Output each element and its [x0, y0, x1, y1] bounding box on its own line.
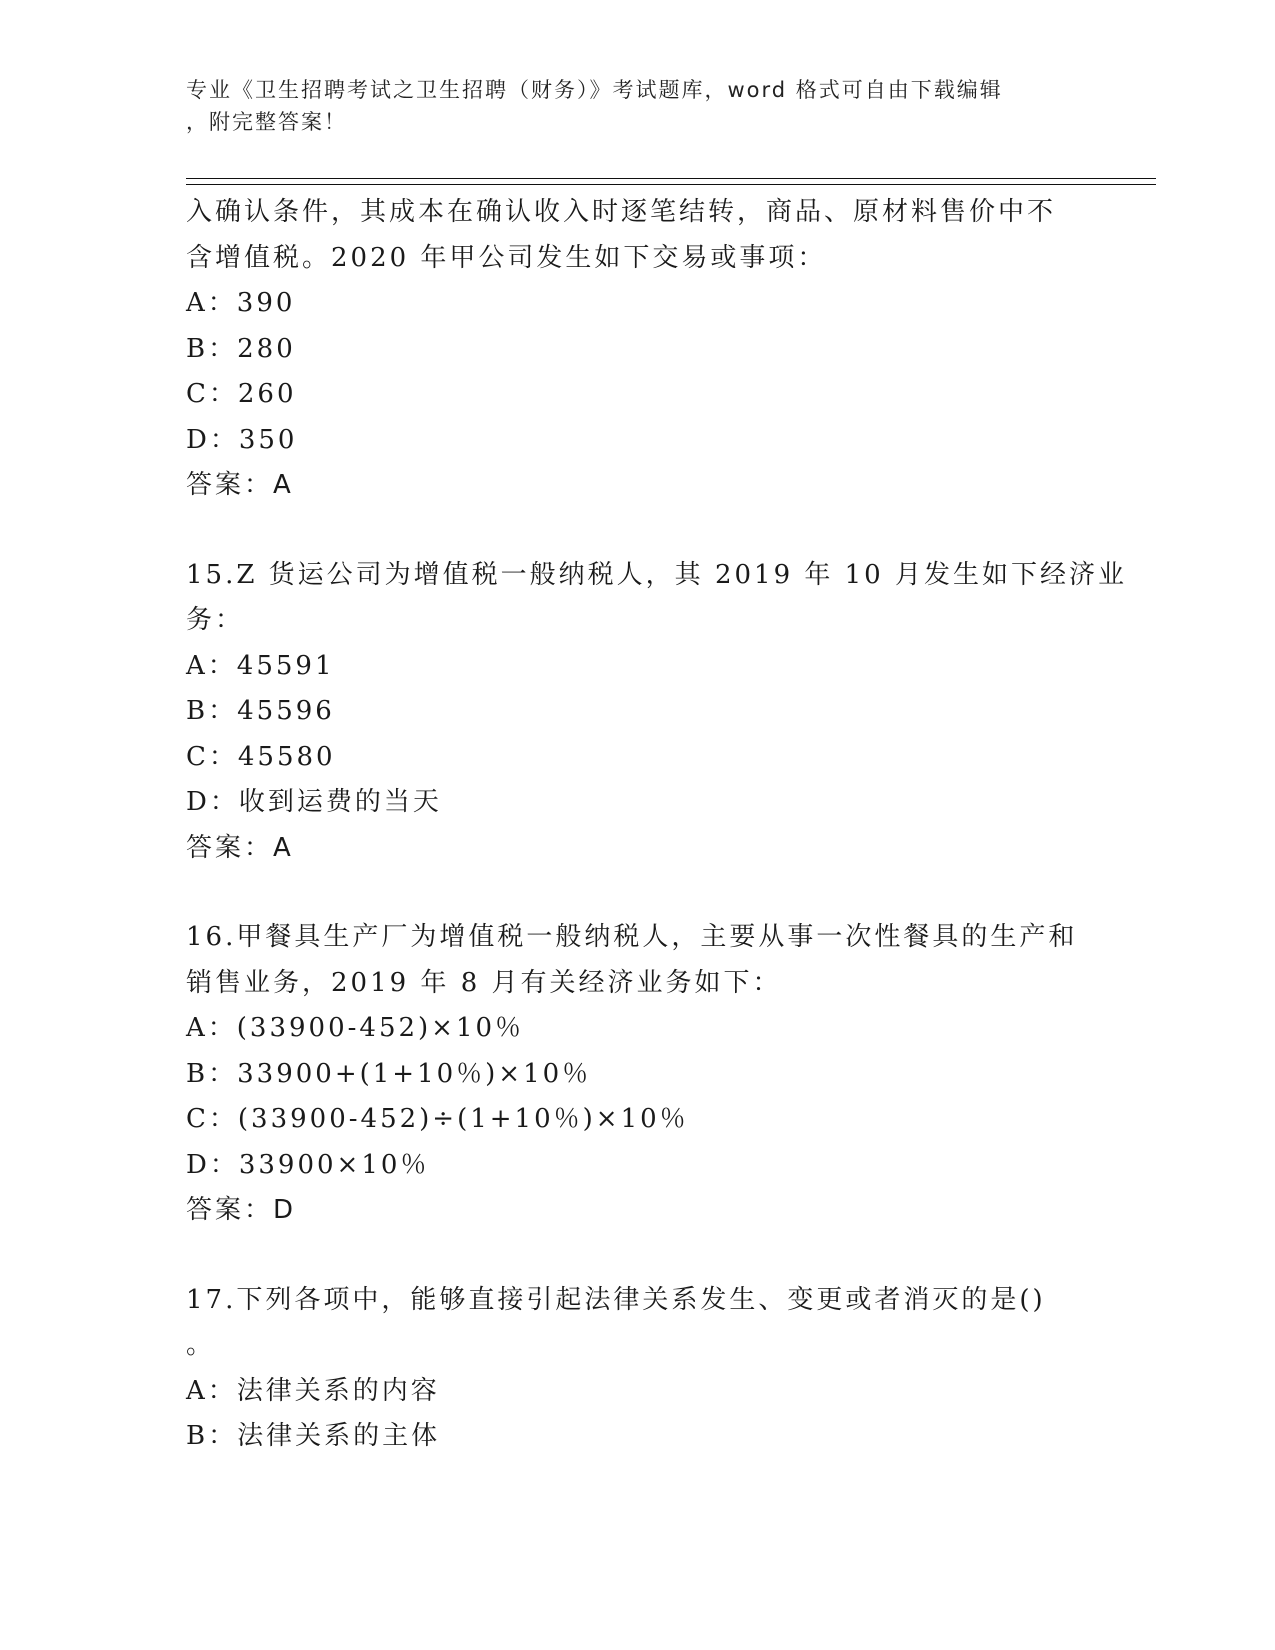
question-text-line: 。 — [186, 1330, 216, 1360]
option-c: C：260 — [186, 379, 297, 409]
question-16 — [186, 915, 1086, 1234]
answer-value: D — [273, 1195, 295, 1225]
answer-line — [186, 463, 1086, 509]
question-gap — [186, 1234, 1086, 1278]
question-text-line: 15.Z 货运公司为增值税一般纳税人，其 2019 年 10 月发生如下经济业 — [186, 559, 1127, 590]
option-b: B：33900+(1+10％)×10％ — [186, 1058, 592, 1089]
question-text-line: 含增值税。2020 年甲公司发生如下交易或事项： — [186, 242, 827, 273]
option-c: C：45580 — [186, 741, 336, 772]
answer-label: 答案： — [186, 1195, 274, 1225]
question-17 — [186, 1278, 1086, 1460]
question-text-line: 17.下列各项中，能够直接引起法律关系发生、变更或者消灭的是() — [186, 1284, 1046, 1315]
header-line-2: ，附完整答案！ — [186, 110, 347, 134]
answer-label: 答案： — [186, 832, 274, 863]
option-d: D：33900×10％ — [186, 1149, 430, 1180]
option-a: A：390 — [186, 288, 296, 318]
option-c: C：(33900-452)÷(1+10％)×10％ — [186, 1104, 689, 1134]
option-b: B：280 — [186, 333, 296, 364]
header-rule-bottom — [186, 184, 1156, 185]
question-text-line: 入确认条件，其成本在确认收入时逐笔结转，商品、原材料售价中不 — [186, 197, 1057, 227]
option-d: D：收到运费的当天 — [186, 787, 442, 817]
question-text-line: 销售业务，2019 年 8 月有关经济业务如下： — [186, 967, 782, 998]
option-a: A：(33900-452)×10％ — [186, 1013, 525, 1043]
answer-label: 答案： — [186, 470, 274, 500]
answer-value: A — [273, 470, 292, 500]
header-rule-top — [186, 178, 1156, 179]
question-15 — [186, 553, 1127, 872]
option-a: A：45591 — [186, 650, 335, 681]
option-d: D：350 — [186, 424, 298, 455]
answer-value: A — [273, 832, 292, 863]
question-text-line: 务： — [186, 605, 245, 635]
header-line-1: 专业《卫生招聘考试之卫生招聘（财务）》考试题库，word 格式可自由下载编辑 — [186, 78, 1003, 102]
option-a: A：法律关系的内容 — [186, 1375, 440, 1406]
question-gap — [186, 871, 1086, 915]
answer-line — [186, 826, 1086, 872]
question-14 — [186, 190, 1086, 509]
option-b: B：45596 — [186, 696, 335, 726]
document-header — [186, 74, 1086, 138]
question-text-line: 16.甲餐具生产厂为增值税一般纳税人，主要从事一次性餐具的生产和 — [186, 922, 1078, 952]
question-content — [186, 190, 1127, 1460]
answer-line — [186, 1188, 1086, 1234]
option-b: B：法律关系的主体 — [186, 1421, 441, 1451]
question-gap — [186, 509, 1086, 553]
